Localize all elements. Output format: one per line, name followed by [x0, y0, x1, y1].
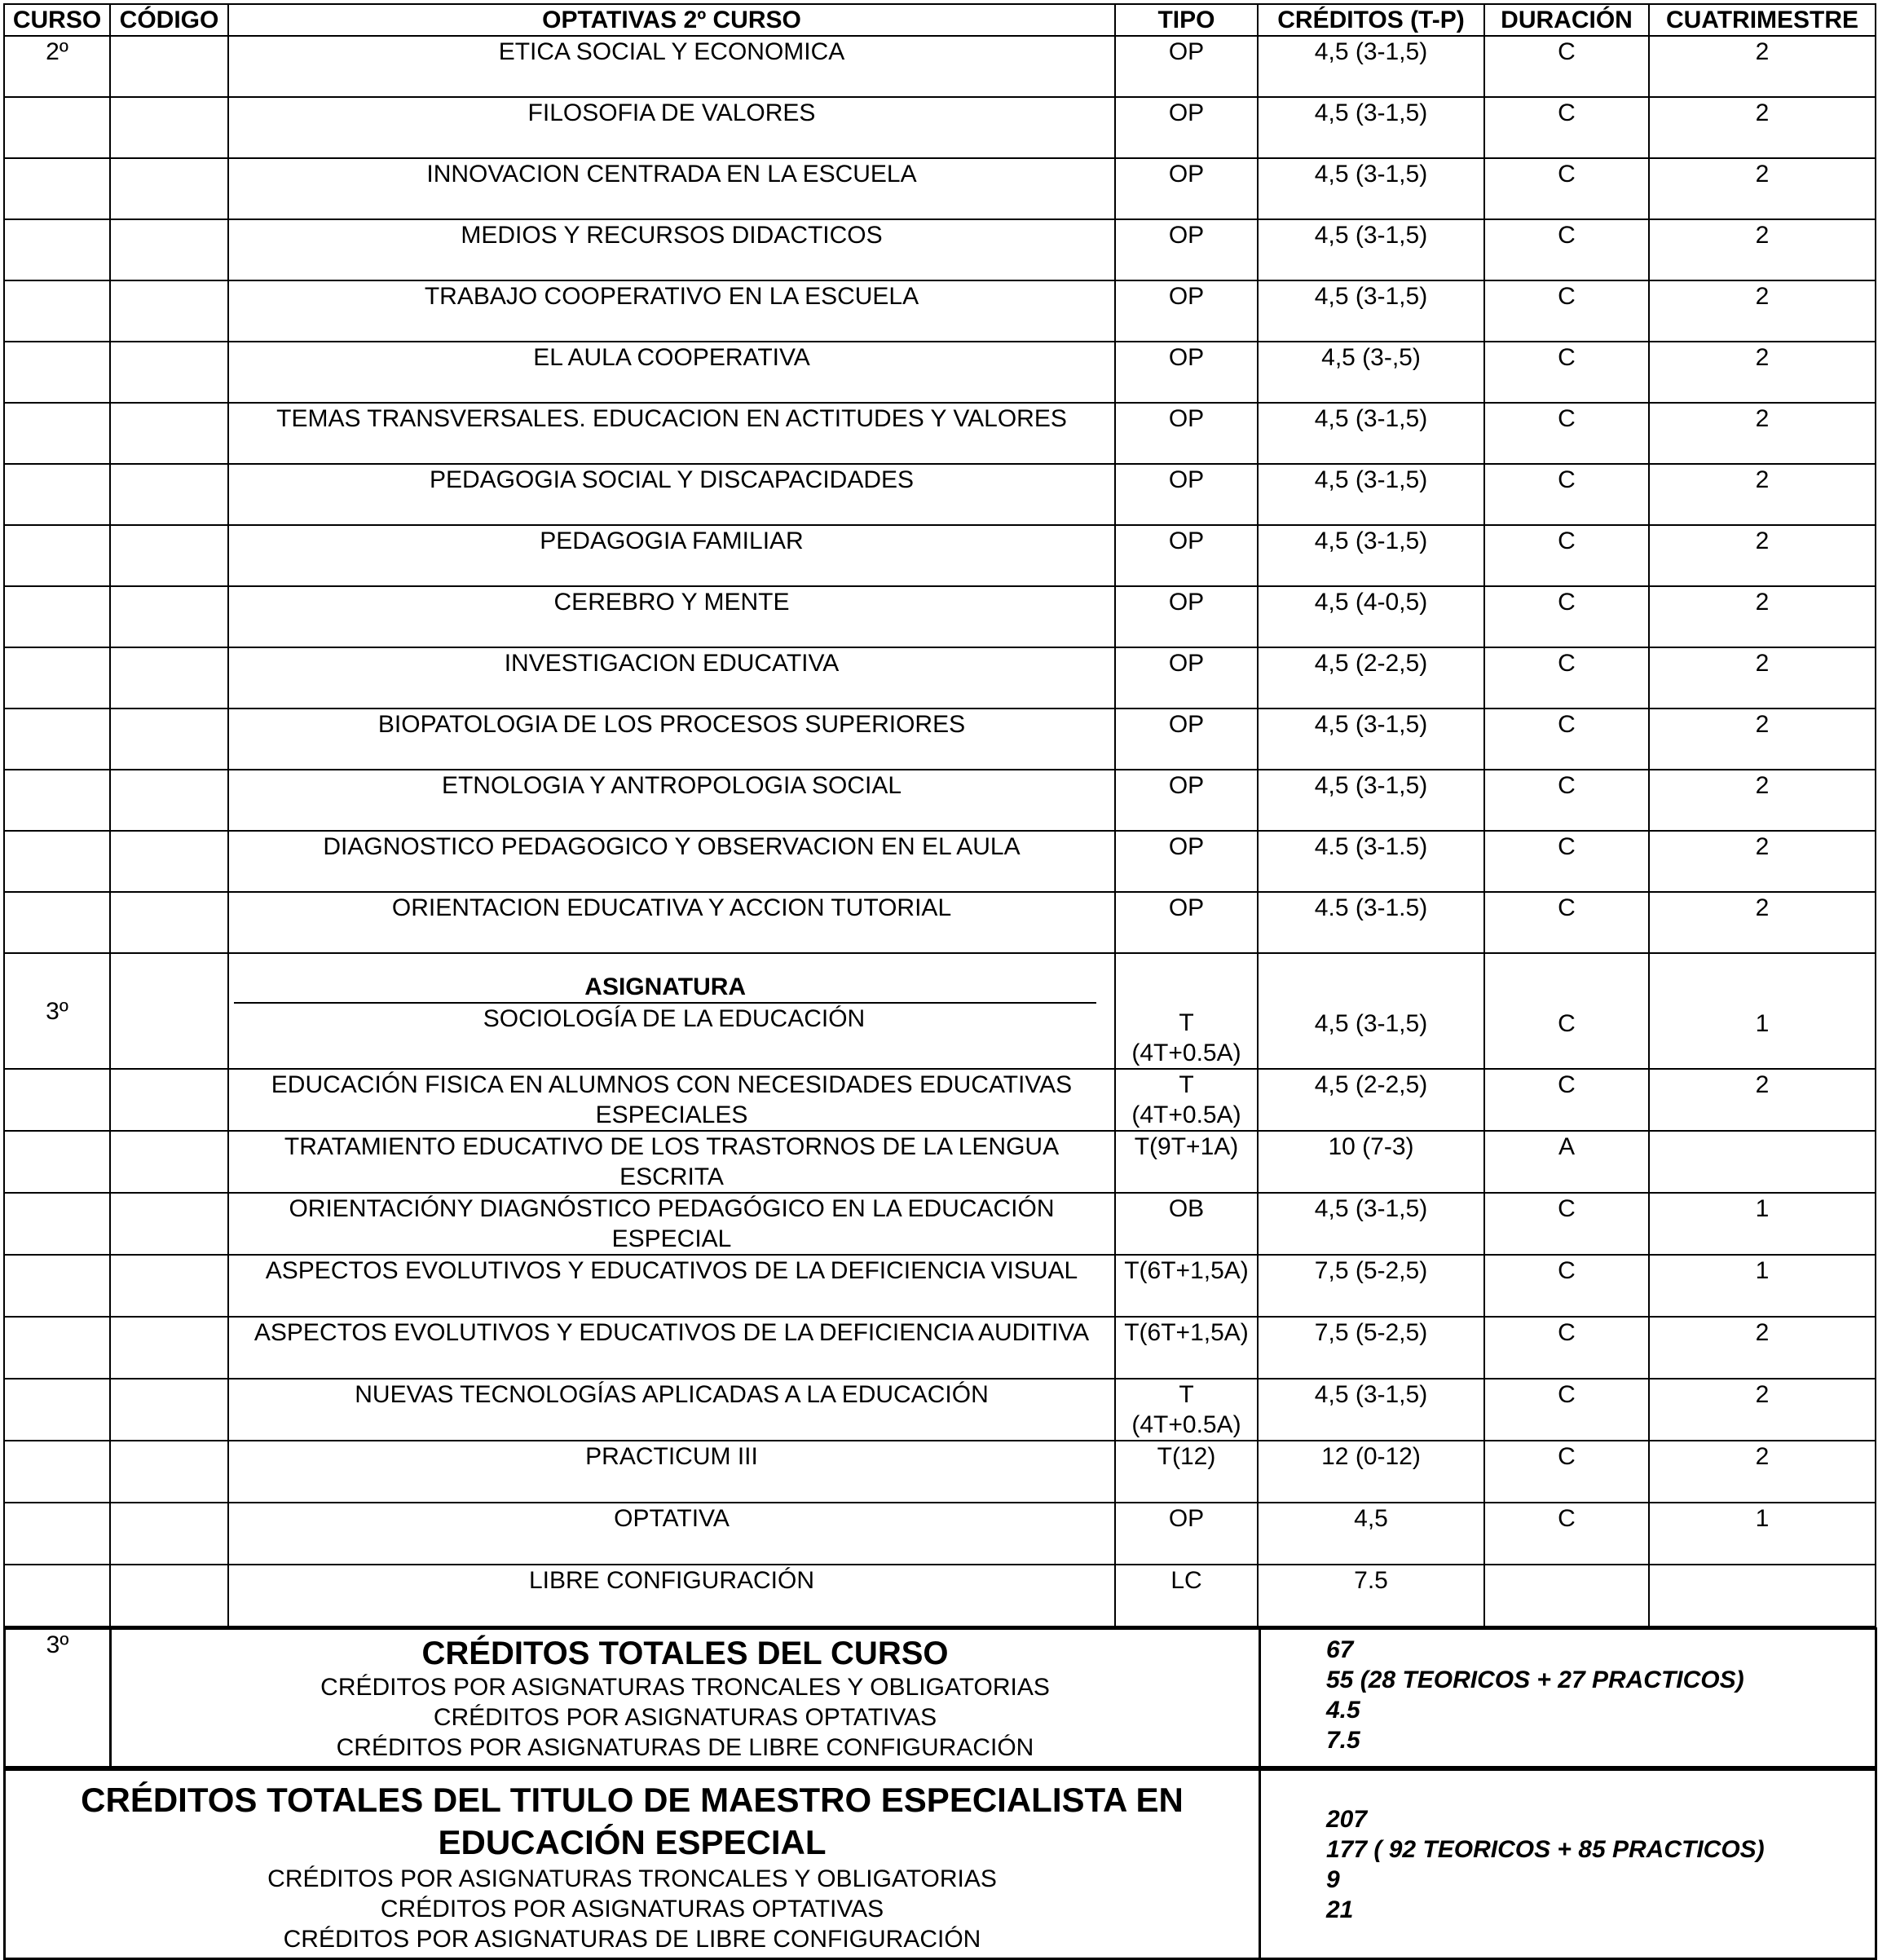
curso-cell	[4, 1441, 110, 1503]
cuatrimestre-header: CUATRIMESTRE	[1649, 4, 1876, 36]
duracion-cell: C	[1484, 525, 1649, 586]
table-row	[4, 831, 1876, 892]
optativas-header: OPTATIVAS 2º CURSO	[228, 4, 1115, 36]
codigo-cell	[110, 1441, 228, 1503]
subject-cell: LIBRE CONFIGURACIÓN	[228, 1565, 1115, 1627]
creditos-cell: 4,5	[1258, 1503, 1484, 1565]
creditos-cell: 4,5 (3-1,5)	[1258, 219, 1484, 280]
cuatrimestre-cell	[1649, 1565, 1876, 1627]
tipo-cell: OP	[1115, 403, 1258, 464]
subject-cell: PEDAGOGIA FAMILIAR	[228, 525, 1115, 586]
curso-cell	[4, 280, 110, 342]
duracion-cell: C	[1484, 1069, 1649, 1131]
duracion-cell: C	[1484, 280, 1649, 342]
curso-cell	[4, 1069, 110, 1131]
creditos-cell: 4,5 (3-1,5)	[1258, 1379, 1484, 1441]
tipo-cell: OP	[1115, 709, 1258, 770]
table-row	[4, 770, 1876, 831]
third-year-more-rows	[4, 1069, 1876, 1627]
codigo-cell	[110, 158, 228, 219]
table-row	[4, 1317, 1876, 1379]
cuatrimestre-cell: 2	[1649, 36, 1876, 97]
curso-cell	[4, 1379, 110, 1441]
creditos-cell: 4,5 (3-1,5)	[1258, 1193, 1484, 1255]
subject-cell: PRACTICUM III	[228, 1441, 1115, 1503]
subject-cell: EL AULA COOPERATIVA	[228, 342, 1115, 403]
tipo-value: T	[1179, 1071, 1194, 1098]
tipo-cell	[1115, 1503, 1258, 1565]
curso-cell	[4, 647, 110, 709]
creditos-cell: 4,5 (3-1,5)	[1258, 770, 1484, 831]
table-row	[4, 525, 1876, 586]
curso-cell	[4, 219, 110, 280]
course-totals-line: CRÉDITOS POR ASIGNATURAS DE LIBRE CONFIGURACIÓN	[336, 1734, 1034, 1761]
tipo-value: T	[1179, 1381, 1194, 1408]
subject-cell	[228, 953, 1115, 1069]
degree-optativas-value: 9	[1326, 1865, 1340, 1893]
codigo-cell	[110, 219, 228, 280]
tipo-value: LC	[1170, 1567, 1202, 1594]
duracion-cell: C	[1484, 342, 1649, 403]
cuatrimestre-cell: 2	[1649, 525, 1876, 586]
second-year-rows	[4, 36, 1876, 953]
creditos-cell: 4,5 (4-0,5)	[1258, 586, 1484, 647]
table-row	[4, 1379, 1876, 1441]
creditos-cell: 7,5 (5-2,5)	[1258, 1317, 1484, 1379]
codigo-cell	[110, 280, 228, 342]
degree-total-value: 207	[1326, 1805, 1368, 1833]
table-row	[4, 158, 1876, 219]
duracion-cell: C	[1484, 953, 1649, 1069]
tipo-cell: OP	[1115, 892, 1258, 953]
curso-cell	[4, 1131, 110, 1193]
course-optativas-value: 4.5	[1326, 1697, 1360, 1724]
cuatrimestre-cell: 2	[1649, 464, 1876, 525]
duracion-cell: C	[1484, 219, 1649, 280]
degree-totals-title-2: EDUCACIÓN ESPECIAL	[438, 1823, 827, 1861]
codigo-cell	[110, 36, 228, 97]
table-row	[4, 1069, 1876, 1131]
subject-cell: INNOVACION CENTRADA EN LA ESCUELA	[228, 158, 1115, 219]
degree-totals-labels	[5, 1770, 1260, 1959]
cuatrimestre-cell	[1649, 1131, 1876, 1193]
cuatrimestre-cell: 2	[1649, 586, 1876, 647]
creditos-cell: 4,5 (2-2,5)	[1258, 647, 1484, 709]
table-header-row	[4, 4, 1876, 36]
subject-cell: DIAGNOSTICO PEDAGOGICO Y OBSERVACION EN EL AULA	[228, 831, 1115, 892]
creditos-cell: 4,5 (3-1,5)	[1258, 525, 1484, 586]
duracion-cell: C	[1484, 403, 1649, 464]
duracion-cell: C	[1484, 586, 1649, 647]
duracion-header: DURACIÓN	[1484, 4, 1649, 36]
subjects-table	[3, 3, 1876, 1627]
codigo-cell	[110, 647, 228, 709]
codigo-cell	[110, 1503, 228, 1565]
duracion-cell: C	[1484, 892, 1649, 953]
degree-totals-title: CRÉDITOS TOTALES DEL TITULO DE MAESTRO ESPECIALISTA EN	[81, 1781, 1184, 1819]
tipo-cell: OP	[1115, 342, 1258, 403]
subject-cell: TRABAJO COOPERATIVO EN LA ESCUELA	[228, 280, 1115, 342]
curso-cell	[4, 403, 110, 464]
curso-cell	[4, 831, 110, 892]
table-row	[4, 1565, 1876, 1627]
duracion-cell: C	[1484, 709, 1649, 770]
creditos-cell: 4,5 (3-1,5)	[1258, 953, 1484, 1069]
table-row	[4, 342, 1876, 403]
tipo-cell	[1115, 1131, 1258, 1193]
creditos-cell: 12 (0-12)	[1258, 1441, 1484, 1503]
subject-cell: ORIENTACION EDUCATIVA Y ACCION TUTORIAL	[228, 892, 1115, 953]
codigo-cell	[110, 1069, 228, 1131]
tipo-detail: (4T+0.5A)	[1131, 1411, 1241, 1438]
duracion-cell: A	[1484, 1131, 1649, 1193]
third-year-rows	[4, 953, 1876, 1069]
table-row	[4, 1503, 1876, 1565]
subject-name: SOCIOLOGÍA DE LA EDUCACIÓN	[483, 1005, 866, 1032]
subject-cell: TRATAMIENTO EDUCATIVO DE LOS TRASTORNOS DE LA LENGUA ESCRITA	[228, 1131, 1115, 1193]
degree-libre-value: 21	[1326, 1896, 1354, 1923]
duracion-cell: C	[1484, 831, 1649, 892]
cuatrimestre-cell: 2	[1649, 403, 1876, 464]
codigo-cell	[110, 525, 228, 586]
creditos-cell: 4,5 (3-1,5)	[1258, 158, 1484, 219]
course-totals-line: CRÉDITOS POR ASIGNATURAS OPTATIVAS	[433, 1704, 937, 1731]
tipo-cell	[1115, 1193, 1258, 1255]
codigo-cell	[110, 709, 228, 770]
table-row	[4, 36, 1876, 97]
cuatrimestre-cell: 2	[1649, 1441, 1876, 1503]
curso-cell	[4, 586, 110, 647]
curso-header: CURSO	[4, 4, 110, 36]
subject-cell: OPTATIVA	[228, 1503, 1115, 1565]
curso-cell	[4, 1255, 110, 1317]
degree-totals-line: CRÉDITOS POR ASIGNATURAS OPTATIVAS	[380, 1896, 884, 1922]
tipo-header: TIPO	[1115, 4, 1258, 36]
tipo-detail: (4T+0.5A)	[1131, 1101, 1241, 1128]
tipo-cell	[1115, 1255, 1258, 1317]
subject-cell: INVESTIGACION EDUCATIVA	[228, 647, 1115, 709]
tipo-cell	[1115, 953, 1258, 1069]
codigo-cell	[110, 1255, 228, 1317]
codigo-cell	[110, 1317, 228, 1379]
cuatrimestre-cell: 2	[1649, 1069, 1876, 1131]
tipo-cell	[1115, 1317, 1258, 1379]
subject-cell: PEDAGOGIA SOCIAL Y DISCAPACIDADES	[228, 464, 1115, 525]
table-row	[4, 647, 1876, 709]
cuatrimestre-cell: 2	[1649, 219, 1876, 280]
tipo-cell: OP	[1115, 219, 1258, 280]
cuatrimestre-cell: 2	[1649, 97, 1876, 158]
codigo-cell	[110, 403, 228, 464]
tipo-cell: OP	[1115, 770, 1258, 831]
curso-cell	[4, 770, 110, 831]
degree-totals-values	[1260, 1770, 1876, 1959]
tipo-value: T(6T+1,5A)	[1124, 1257, 1249, 1284]
cuatrimestre-cell: 2	[1649, 831, 1876, 892]
creditos-header: CRÉDITOS (T-P)	[1258, 4, 1484, 36]
curso-cell	[4, 97, 110, 158]
tipo-cell: OP	[1115, 525, 1258, 586]
table-row	[4, 1193, 1876, 1255]
creditos-cell: 4,5 (3-1,5)	[1258, 403, 1484, 464]
duracion-cell: C	[1484, 464, 1649, 525]
curso-cell	[4, 158, 110, 219]
cuatrimestre-cell: 2	[1649, 892, 1876, 953]
cuatrimestre-cell: 2	[1649, 647, 1876, 709]
tipo-cell	[1115, 1441, 1258, 1503]
cuatrimestre-cell: 1	[1649, 953, 1876, 1069]
tipo-value: T(6T+1,5A)	[1124, 1319, 1249, 1346]
creditos-cell: 4,5 (3-1,5)	[1258, 36, 1484, 97]
tipo-cell: OP	[1115, 831, 1258, 892]
codigo-cell	[110, 831, 228, 892]
table-row	[4, 586, 1876, 647]
degree-totals-line: CRÉDITOS POR ASIGNATURAS DE LIBRE CONFIGURACIÓN	[283, 1926, 981, 1953]
tipo-value: T	[1179, 1009, 1194, 1036]
duracion-cell: C	[1484, 1379, 1649, 1441]
creditos-cell: 4,5 (3-1,5)	[1258, 280, 1484, 342]
curso-cell	[4, 709, 110, 770]
creditos-cell: 7.5	[1258, 1565, 1484, 1627]
curso-cell	[4, 464, 110, 525]
cuatrimestre-cell: 2	[1649, 1379, 1876, 1441]
course-libre-value: 7.5	[1326, 1727, 1360, 1754]
curso-cell	[4, 1193, 110, 1255]
subject-cell: CEREBRO Y MENTE	[228, 586, 1115, 647]
tipo-cell: OP	[1115, 158, 1258, 219]
duracion-cell: C	[1484, 97, 1649, 158]
duracion-cell: C	[1484, 1503, 1649, 1565]
creditos-cell: 4,5 (2-2,5)	[1258, 1069, 1484, 1131]
cuatrimestre-cell: 1	[1649, 1193, 1876, 1255]
subject-cell: FILOSOFIA DE VALORES	[228, 97, 1115, 158]
codigo-header: CÓDIGO	[110, 4, 228, 36]
subject-cell: ORIENTACIÓNY DIAGNÓSTICO PEDAGÓGICO EN LA EDUCACIÓN ESPECIAL	[228, 1193, 1115, 1255]
tipo-cell: OP	[1115, 97, 1258, 158]
subject-cell: EDUCACIÓN FISICA EN ALUMNOS CON NECESIDADES EDUCATIVAS ESPECIALES	[228, 1069, 1115, 1131]
subject-cell: BIOPATOLOGIA DE LOS PROCESOS SUPERIORES	[228, 709, 1115, 770]
duracion-cell	[1484, 1565, 1649, 1627]
tipo-cell	[1115, 1565, 1258, 1627]
totals-curso-cell: 3º	[5, 1629, 111, 1768]
cuatrimestre-cell: 2	[1649, 158, 1876, 219]
cuatrimestre-cell: 2	[1649, 342, 1876, 403]
credits-document	[3, 3, 1875, 1960]
tipo-cell	[1115, 1379, 1258, 1441]
course-troncales-value: 55 (28 TEORICOS + 27 PRACTICOS)	[1326, 1666, 1744, 1693]
cuatrimestre-cell: 1	[1649, 1255, 1876, 1317]
duracion-cell: C	[1484, 647, 1649, 709]
curso-cell	[4, 342, 110, 403]
creditos-cell: 4,5 (3-1,5)	[1258, 97, 1484, 158]
duracion-cell: C	[1484, 1255, 1649, 1317]
tipo-cell	[1115, 1069, 1258, 1131]
subject-cell: MEDIOS Y RECURSOS DIDACTICOS	[228, 219, 1115, 280]
course-totals-labels	[111, 1629, 1260, 1768]
table-row	[4, 219, 1876, 280]
degree-totals-table	[3, 1768, 1877, 1960]
table-row	[4, 709, 1876, 770]
subject-cell: TEMAS TRANSVERSALES. EDUCACION EN ACTITUDES Y VALORES	[228, 403, 1115, 464]
curso-cell	[4, 1565, 110, 1627]
degree-totals-line: CRÉDITOS POR ASIGNATURAS TRONCALES Y OBLIGATORIAS	[267, 1865, 997, 1892]
codigo-cell	[110, 586, 228, 647]
codigo-cell	[110, 1193, 228, 1255]
creditos-cell: 4,5 (3-1,5)	[1258, 709, 1484, 770]
tipo-value: T(12)	[1157, 1443, 1216, 1470]
course-total-value: 67	[1326, 1636, 1354, 1663]
asignatura-heading: ASIGNATURA	[234, 972, 1096, 1004]
course-totals-table	[3, 1627, 1877, 1768]
duracion-cell: C	[1484, 36, 1649, 97]
creditos-cell: 4.5 (3-1.5)	[1258, 831, 1484, 892]
curso-cell	[4, 525, 110, 586]
curso-cell: 3º	[4, 953, 110, 1069]
cuatrimestre-cell: 2	[1649, 709, 1876, 770]
table-row	[4, 403, 1876, 464]
creditos-cell: 4,5 (3-1,5)	[1258, 464, 1484, 525]
duracion-cell: C	[1484, 158, 1649, 219]
duracion-cell: C	[1484, 1317, 1649, 1379]
table-row	[4, 953, 1876, 1069]
tipo-cell: OP	[1115, 586, 1258, 647]
creditos-cell: 7,5 (5-2,5)	[1258, 1255, 1484, 1317]
cuatrimestre-cell: 2	[1649, 280, 1876, 342]
table-row	[4, 892, 1876, 953]
tipo-value: OB	[1168, 1195, 1205, 1222]
curso-cell: 2º	[4, 36, 110, 97]
tipo-value: T(9T+1A)	[1134, 1133, 1239, 1160]
curso-cell	[4, 1317, 110, 1379]
cuatrimestre-cell: 1	[1649, 1503, 1876, 1565]
creditos-cell: 4.5 (3-1.5)	[1258, 892, 1484, 953]
cuatrimestre-cell: 2	[1649, 1317, 1876, 1379]
table-row	[4, 1255, 1876, 1317]
table-row	[4, 1441, 1876, 1503]
codigo-cell	[110, 1565, 228, 1627]
table-row	[4, 1131, 1876, 1193]
tipo-cell: OP	[1115, 464, 1258, 525]
creditos-cell: 10 (7-3)	[1258, 1131, 1484, 1193]
course-totals-values	[1260, 1629, 1876, 1768]
subject-cell: ETNOLOGIA Y ANTROPOLOGIA SOCIAL	[228, 770, 1115, 831]
subject-cell: ETICA SOCIAL Y ECONOMICA	[228, 36, 1115, 97]
table-row	[4, 280, 1876, 342]
course-totals-title: CRÉDITOS TOTALES DEL CURSO	[421, 1636, 949, 1671]
codigo-cell	[110, 97, 228, 158]
tipo-value: OP	[1168, 1505, 1205, 1532]
table-row	[4, 464, 1876, 525]
table-row	[4, 97, 1876, 158]
codigo-cell	[110, 1131, 228, 1193]
curso-cell	[4, 1503, 110, 1565]
curso-cell	[4, 892, 110, 953]
cuatrimestre-cell: 2	[1649, 770, 1876, 831]
tipo-cell: OP	[1115, 647, 1258, 709]
degree-troncales-value: 177 ( 92 TEORICOS + 85 PRACTICOS)	[1326, 1835, 1765, 1863]
codigo-cell	[110, 1379, 228, 1441]
codigo-cell	[110, 342, 228, 403]
tipo-detail: (4T+0.5A)	[1131, 1040, 1241, 1066]
tipo-cell: OP	[1115, 280, 1258, 342]
course-totals-line: CRÉDITOS POR ASIGNATURAS TRONCALES Y OBLIGATORIAS	[320, 1674, 1050, 1701]
codigo-cell	[110, 953, 228, 1069]
codigo-cell	[110, 464, 228, 525]
codigo-cell	[110, 770, 228, 831]
duracion-cell: C	[1484, 1441, 1649, 1503]
tipo-cell: OP	[1115, 36, 1258, 97]
subject-cell: ASPECTOS EVOLUTIVOS Y EDUCATIVOS DE LA DEFICIENCIA VISUAL	[228, 1255, 1115, 1317]
duracion-cell: C	[1484, 770, 1649, 831]
codigo-cell	[110, 892, 228, 953]
creditos-cell: 4,5 (3-,5)	[1258, 342, 1484, 403]
subject-cell: NUEVAS TECNOLOGÍAS APLICADAS A LA EDUCACIÓN	[228, 1379, 1115, 1441]
subject-cell: ASPECTOS EVOLUTIVOS Y EDUCATIVOS DE LA DEFICIENCIA AUDITIVA	[228, 1317, 1115, 1379]
duracion-cell: C	[1484, 1193, 1649, 1255]
